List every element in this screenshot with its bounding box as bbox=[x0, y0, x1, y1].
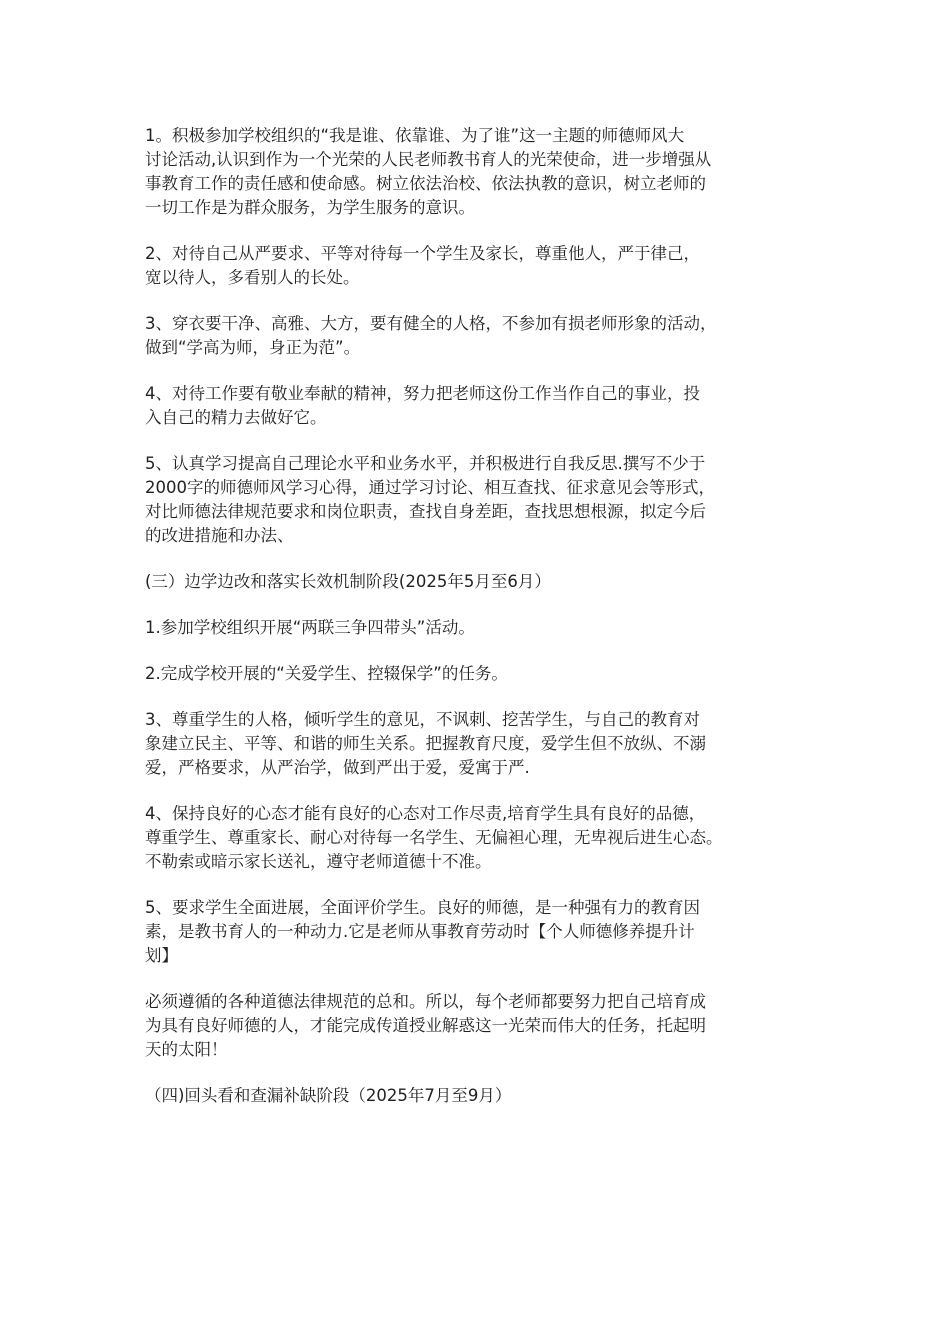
paragraph-8: 3、尊重学生的人格，倾听学生的意见，不讽刺、挖苦学生，与自己的教育对 象建立民主、平等、和谐的师生关系。把握教育尺度，爱学生但不放纵、不溺 爱，严格要求，从严治学，做到严出于爱，爱寓于严. bbox=[145, 710, 706, 777]
paragraph-1: 1。积极参加学校组织的“我是谁、依靠谁、为了谁”这一主题的师德师风大 讨论活动,认识到作为一个光荣的人民老师教书育人的光荣使命，进一步增强从 事教育工作的责任感和使命感。树立依法治校、依法执教的意识，树立老师的 一切工作是为群众服务，为学生服务的意识。 bbox=[145, 126, 712, 217]
document-body bbox=[145, 124, 810, 1130]
paragraph-9: 4、保持良好的心态才能有良好的心态对工作尽责,培育学生具有良好的品德， 尊重学生、尊重家长、耐心对待每一名学生、无偏袒心理，无卑视后进生心态。 不勒索或暗示家长送礼，遵守老师道德十不准。 bbox=[145, 804, 723, 871]
paragraph-10: 5、要求学生全面进展，全面评价学生。良好的师德，是一种强有力的教育因 素，是教书育人的一种动力.它是老师从事教育劳动时【个人师德修养提升计 划】 bbox=[145, 898, 700, 965]
paragraph-3: 3、穿衣要干净、高雅、大方，要有健全的人格，不参加有损老师形象的活动， 做到“学高为师，身正为范”。 bbox=[145, 314, 717, 357]
paragraph-11: 必须遵循的各种道德法律规范的总和。所以，每个老师都要努力把自己培育成 为具有良好师德的人，才能完成传道授业解惑这一光荣而伟大的任务，托起明 天的太阳！ bbox=[145, 992, 706, 1059]
paragraph-6: 1.参加学校组织开展“两联三争四带头”活动。 bbox=[145, 618, 475, 637]
section-heading-3: (三）边学边改和落实长效机制阶段(2025年5月至6月） bbox=[145, 572, 551, 591]
paragraph-4: 4、对待工作要有敬业奉献的精神，努力把老师这份工作当作自己的事业，投 入自己的精力去做好它。 bbox=[145, 384, 700, 427]
section-heading-4: （四)回头看和查漏补缺阶段（2025年7月至9月） bbox=[145, 1086, 512, 1105]
paragraph-5: 5、认真学习提高自己理论水平和业务水平，并积极进行自我反思.撰写不少于 2000字的师德师风学习心得，通过学习讨论、相互查找、征求意见会等形式， 对比师德法律规范要求和岗位职责，查找自身差距，查找思想根源，拟定今后 的改进措施和办法、 bbox=[145, 454, 715, 545]
paragraph-2: 2、对待自己从严要求、平等对待每一个学生及家长，尊重他人，严于律己， 宽以待人，多看别人的长处。 bbox=[145, 244, 700, 287]
paragraph-7: 2.完成学校开展的“关爱学生、控辍保学”的任务。 bbox=[145, 664, 508, 683]
